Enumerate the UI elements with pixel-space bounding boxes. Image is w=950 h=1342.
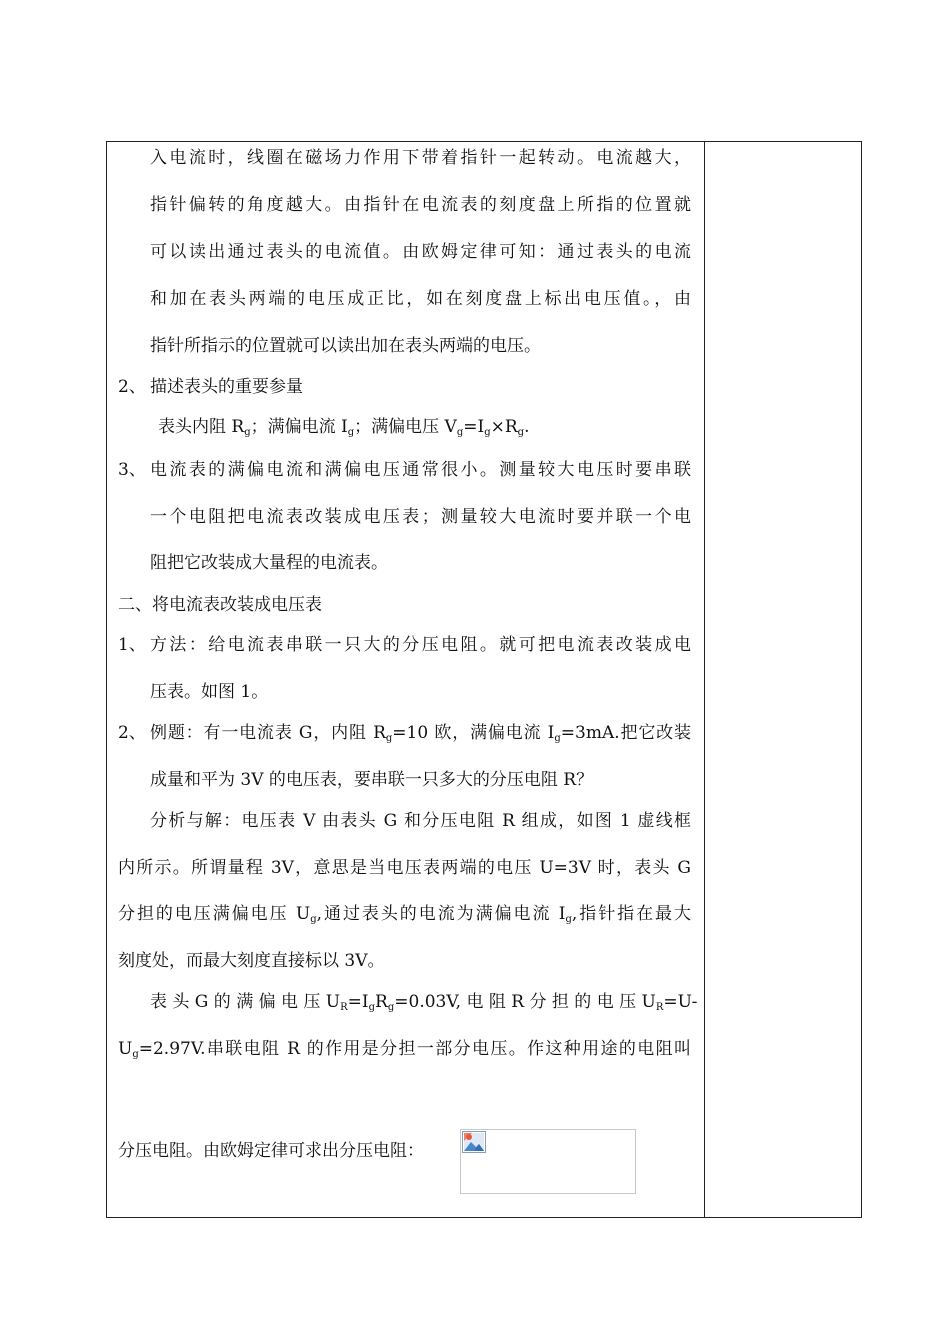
text-line: 内所示。所谓量程 3V，意思是当电压表两端的电压 U=3V 时，表头 G	[118, 858, 691, 878]
table-column-divider	[704, 141, 705, 1218]
text-line: 表 头 G 的 满 偏 电 压 $U_R=I_gR_g=0.03V$, 电 阻 R 分 担 的 电 压 $U_R=U-$	[150, 992, 698, 1013]
text-line: 例题：有一电流表 G，内阻 $R_g=10$ 欧，满偏电流 $I_g=3mA$.把它改装	[150, 723, 691, 744]
text-line: 入电流时，线圈在磁场力作用下带着指针一起转动。电流越大，	[150, 148, 691, 168]
text-line: 和加在表头两端的电压成正比，如在刻度盘上标出电压值。，由	[150, 289, 691, 309]
broken-image-icon	[462, 1131, 486, 1153]
text-line: 分担的电压满偏电压 $U_g$,通过表头的电流为满偏电流 $I_g$,指针指在最大	[118, 904, 692, 925]
text-line: 分析与解：电压表 V 由表头 G 和分压电阻 R 组成，如图 1 虚线框	[150, 811, 691, 831]
list-number: 2、	[118, 723, 146, 743]
text-line: 方法：给电流表串联一只大的分压电阻。就可把电流表改装成电	[150, 635, 691, 655]
list-number: 3、	[118, 460, 146, 480]
list-number: 2、	[118, 377, 146, 397]
formula-line: 表头内阻 $R_g$；满偏电流 $I_g$；满偏电压 $V_g=I_g\times R_g$.	[158, 417, 530, 438]
text-line: 刻度处，而最大刻度直接标以 3V。	[118, 951, 385, 971]
text-line: 可以读出通过表头的电流值。由欧姆定律可知：通过表头的电流	[150, 242, 691, 262]
text-line: $U_g=2.97V$.串联电阻 R 的作用是分担一部分电压。作这种用途的电阻叫	[118, 1039, 691, 1060]
list-item-heading: 描述表头的重要参量	[150, 377, 303, 397]
section-heading: 二、将电流表改装成电压表	[118, 595, 322, 615]
text-line: 一个电阻把电流表改装成电压表；测量较大电流时要并联一个电	[150, 507, 691, 527]
text-line: 成量和平为 3V 的电压表，要串联一只多大的分压电阻 R？	[150, 770, 594, 790]
text-line: 指针所指示的位置就可以读出加在表头两端的电压。	[150, 336, 541, 356]
text-line: 阻把它改装成大量程的电流表。	[150, 553, 388, 573]
list-number: 1、	[118, 635, 146, 655]
text-line: 电流表的满偏电流和满偏电压通常很小。测量较大电压时要串联	[150, 460, 691, 480]
text-line: 指针偏转的角度越大。由指针在电流表的刻度盘上所指的位置就	[150, 195, 691, 215]
formula-image-placeholder	[460, 1129, 636, 1194]
text-line: 分压电阻。由欧姆定律可求出分压电阻：	[118, 1141, 424, 1161]
text-line: 压表。如图 1。	[150, 682, 269, 702]
